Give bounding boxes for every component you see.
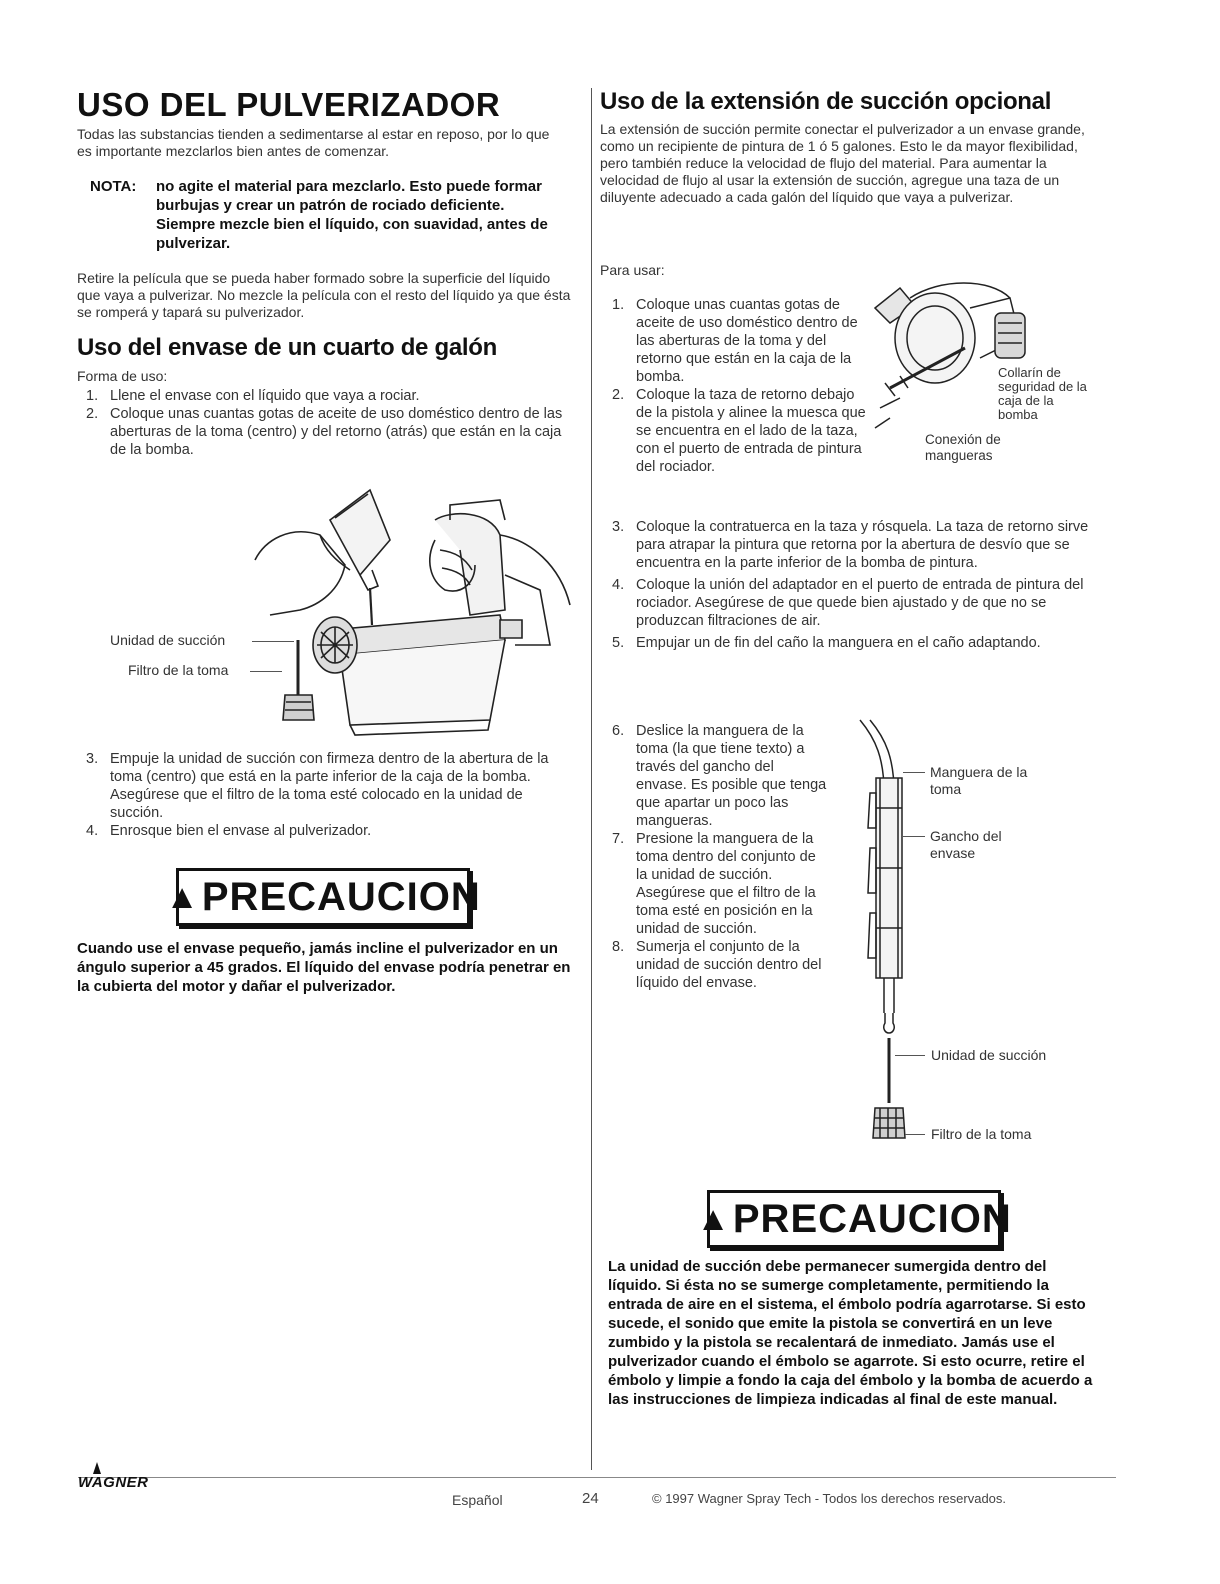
footer-rule [78, 1477, 1116, 1478]
column-divider [591, 88, 592, 1470]
list-item: 5. Empujar un de fin del caño la manguera en el caño adaptando. [612, 635, 1041, 651]
leader-line [903, 772, 925, 773]
caution-text: Cuando use el envase pequeño, jamás incline el pulverizador en un ángulo superior a 45 grados. El líquido del envase podría penetrar en la cubierta del motor y dañar el pulverizador. [77, 940, 571, 995]
fig2-label-intake-filter: Filtro de la toma [931, 1126, 1032, 1142]
list-item: 2. Coloque la taza de retorno debajo de la pistola y alinee la muesca que se encuentra en el lado de la taza, con el puerto de entrada de pintura del rociador. [612, 387, 866, 475]
fig2-label-intake-hose: Manguera de la toma [930, 764, 1028, 797]
leader-line [895, 1055, 925, 1056]
quart-container-illustration [250, 480, 580, 740]
film-paragraph: Retire la película que se pueda haber formado sobre la superficie del líquido que vaya a pulverizar. No mezcle la película con el resto del líquido ya que ésta se romperá y tapará su pulverizador. [77, 270, 571, 320]
page-title: USO DEL PULVERIZADOR [77, 86, 501, 123]
fig1-label-collar: Collarín de seguridad de la caja de la bomba [998, 365, 1087, 422]
usage-label: Para usar: [600, 262, 665, 278]
fig1-label-hose-connection: Conexión de mangueras [925, 432, 1001, 463]
note-label: NOTA: [90, 178, 137, 195]
list-item: 8. Sumerja el conjunto de la unidad de succión dentro del líquido del envase. [612, 939, 822, 991]
leader-line [250, 671, 282, 672]
list-item: 7. Presione la manguera de la toma dentro del conjunto de la unidad de succión. Asegúrese que el filtro de la toma esté en posición en la unidad de succión. [612, 831, 816, 937]
extension-steps-list-b [608, 518, 1098, 652]
quart-steps-list [82, 387, 572, 459]
intro-paragraph: Todas las substancias tienden a sedimentarse al estar en reposo, por lo que es importante mezclarlos bien antes de comenzar. [77, 126, 550, 159]
footer-copyright: © 1997 Wagner Spray Tech - Todos los derechos reservados. [652, 1491, 1007, 1506]
caution-banner: ▲ PRECAUCION [176, 868, 470, 926]
page-number: 24 [582, 1490, 599, 1507]
fig2-label-suction-unit: Unidad de succión [931, 1047, 1047, 1063]
list-item: 3. Coloque la contratuerca en la taza y rósquela. La taza de retorno sirve para atrapar la pintura que retorna por la abertura de desvío que se encuentra en la parte inferior de la bomba de pintura. [612, 519, 1089, 571]
list-item: 1. Llene el envase con el líquido que vaya a rociar. [86, 388, 420, 404]
caution-banner-2: ▲ PRECAUCION [707, 1190, 1001, 1248]
fig-label-suction-unit: Unidad de succión [110, 632, 226, 648]
extension-steps-list-a [608, 296, 866, 476]
list-item: 6. Deslice la manguera de la toma (la que tiene texto) a través del gancho del envase. Es posible que tenga que apartar un poco las mangueras. [612, 723, 827, 829]
brand-name: WAGNER [78, 1474, 149, 1491]
fig-label-intake-filter: Filtro de la toma [128, 662, 229, 678]
caution-text-2: La unidad de succión debe permanecer sumergida dentro del líquido. Si ésta no se sumerge completamente, permitiendo la entrada de aire en el sistema, el émbolo podría agarrotarse. Si esto sucede, el sonido que emite la pistola se convertirá en un leve zumbido y la pistola se recalentará de inmediato. Jamás use el pulverizador cuando el émbolo se agarrote. Si esto ocurre, retire el émbolo y limpie a fondo la caja del émbolo y la bomba de acuerdo a las instrucciones de limpieza indicadas al final de este manual. [608, 1258, 1093, 1408]
quart-steps-list-2 [82, 750, 572, 840]
fig2-label-container-hook: Gancho del envase [930, 828, 1002, 861]
quart-usage-label: Forma de uso: [77, 368, 168, 384]
extension-intro: La extensión de succión permite conectar el pulverizador a un envase grande, como un recipiente de pintura de 1 ó 5 galones. Esto le da mayor flexibilidad, pero también reduce la velocidad de flujo del material. Para aumentar la velocidad de flujo al usar la extensión de succión, agregue una taza de un diluyente adecuado a cada galón del líquido que vaya a pulverizar. [600, 121, 1085, 205]
list-item: 1. Coloque unas cuantas gotas de aceite de uso doméstico dentro de las aberturas de la toma y del retorno que están en la caja de la bomba. [612, 297, 858, 385]
warning-icon: ▲ [165, 877, 200, 916]
extension-steps-list-c [608, 722, 828, 992]
quart-heading: Uso del envase de un cuarto de galón [77, 334, 497, 361]
extension-heading: Uso de la extensión de succión opcional [600, 88, 1052, 115]
list-item: 2. Coloque unas cuantas gotas de aceite de uso doméstico dentro de las aberturas de la toma (centro) y del retorno (atrás) que están en la caja de la bomba. [86, 406, 563, 458]
list-item: 3. Empuje la unidad de succión con firmeza dentro de la abertura de la toma (centro) que está en la parte inferior de la caja de la bomba. Asegúrese que el filtro de la toma esté colocado en la unidad de succión. [86, 751, 549, 821]
warning-icon: ▲ [696, 1199, 731, 1238]
list-item: 4. Coloque la unión del adaptador en el puerto de entrada de pintura del rociador. Asegúrese de que quede bien ajustado y de que no se produzcan filtraciones de air. [612, 577, 1084, 629]
list-item: 4. Enrosque bien el envase al pulverizador. [86, 823, 372, 839]
leader-line [905, 1134, 925, 1135]
logo-mark-icon [93, 1462, 101, 1474]
suction-tube-illustration [840, 718, 920, 1148]
note-text: no agite el material para mezclarlo. Esto puede formar burbujas y crear un patrón de rociado deficiente. Siempre mezcle bien el líquido, con suavidad, antes de pulverizar. [156, 178, 548, 252]
leader-line [903, 836, 925, 837]
footer-language: Español [452, 1492, 503, 1508]
leader-line [252, 641, 294, 642]
